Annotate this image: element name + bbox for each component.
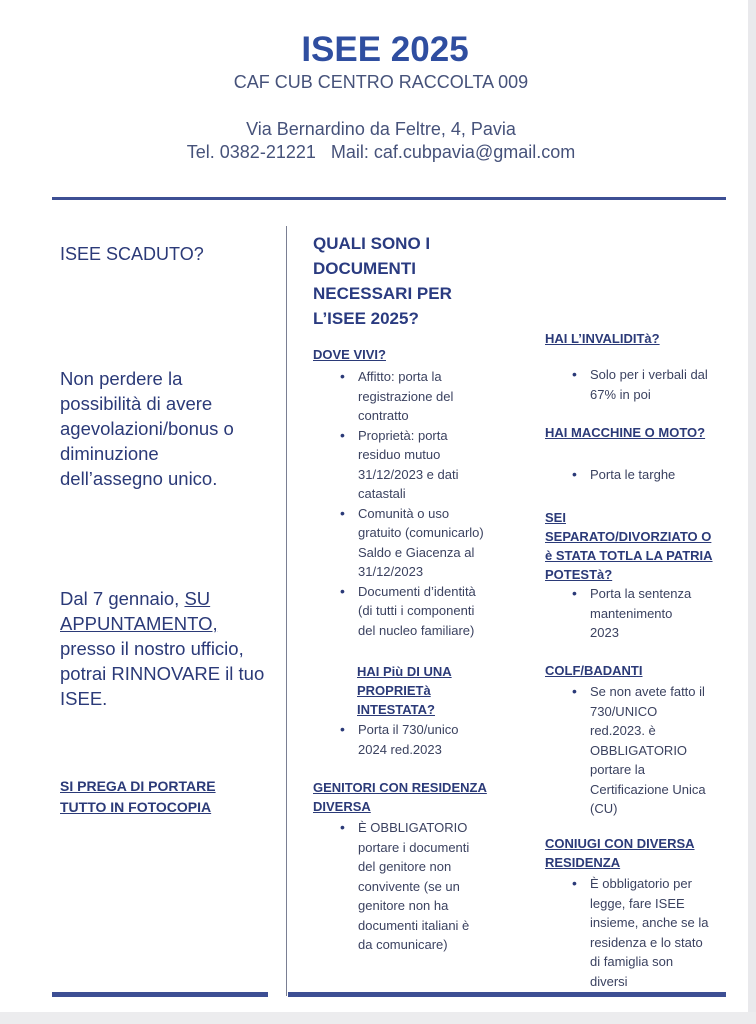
proprieta-list [338, 720, 508, 759]
text-line: Saldo e Giacenza al [358, 544, 475, 560]
text-line: documenti italiani è [358, 917, 470, 933]
organization-name: CAF CUB CENTRO RACCOLTA 009 [233, 72, 529, 92]
text-line: 67% in poi [590, 386, 651, 402]
list-item [338, 367, 508, 426]
text-line: Certificazione Unica [590, 781, 706, 797]
list-item [338, 426, 508, 504]
text-line: • È obbligatorio per [590, 876, 692, 891]
text-line: OBBLIGATORIO [590, 742, 688, 758]
text-line: L’ISEE 2025? [313, 309, 419, 328]
text-line: 31/12/2023 [358, 564, 424, 579]
text-line: di famiglia son [590, 954, 674, 969]
text-line: portare la [590, 762, 645, 777]
macchine-list [570, 465, 735, 485]
text-line: (CU) [590, 801, 618, 816]
section-title-separato [545, 508, 730, 584]
left-paragraph-appointment [60, 586, 280, 711]
coniugi-list [570, 874, 735, 991]
text-line: residenza e lo stato [590, 934, 703, 950]
section-title-coniugi [545, 834, 695, 872]
text-line: diminuzione [60, 443, 159, 464]
text-line: QUALI SONO I [313, 234, 431, 253]
documents-heading [313, 231, 518, 331]
left-question: ISEE SCADUTO? [60, 244, 204, 264]
text-line: CONIUGI CON DIVERSA [545, 836, 695, 851]
list-item [570, 584, 735, 643]
text-line: GENITORI CON RESIDENZA [313, 780, 487, 795]
list-item [570, 365, 735, 404]
text-line: • Proprietà: porta [358, 427, 448, 443]
text-line: • Porta la sentenza [590, 586, 692, 601]
text-line: convivente (se un [358, 878, 460, 894]
text-line: Dal 7 gennaio, [60, 588, 185, 609]
list-item [338, 582, 508, 641]
text-line: NECESSARI PER [313, 284, 452, 303]
text-line: INTESTATA? [357, 702, 435, 717]
text-line: APPUNTAMENTO, [60, 613, 218, 634]
genitori-list [338, 818, 508, 955]
text-line: • Solo per i verbali dal [590, 367, 708, 382]
section-title-genitori [313, 778, 487, 816]
text-line: PROPRIETà [357, 683, 431, 698]
text-line: registrazione del [358, 388, 454, 404]
text-line: red.2023. è [590, 723, 656, 738]
text-line: ISEE. [60, 688, 108, 709]
text-line: portare i documenti [358, 839, 470, 855]
text-line: dell’assegno unico. [60, 468, 218, 489]
section-title-dove-vivi: DOVE VIVI? [313, 347, 386, 362]
section-title-colf: COLF/BADANTI [545, 663, 643, 678]
page-edge-bottom [0, 1012, 756, 1024]
text-line: (di tutti i componenti [358, 603, 475, 618]
section-title-invalidita: HAI L’INVALIDITà? [545, 331, 660, 346]
text-line: 730/UNICO [590, 703, 658, 719]
text-line: mantenimento [590, 605, 673, 621]
list-item [570, 682, 735, 819]
address: Via Bernardino da Feltre, 4, Pavia [246, 119, 516, 139]
text-line: genitore non ha [358, 898, 449, 913]
contact-info: Tel. 0382-21221 Mail: caf.cubpavia@gmail.com [186, 142, 576, 162]
text-line: • Affitto: porta la [358, 369, 442, 384]
left-paragraph-bonus [60, 366, 272, 491]
list-item [570, 465, 735, 485]
list-item [338, 504, 508, 582]
list-item [338, 720, 508, 759]
text-line: potrai RINNOVARE il tuo [60, 663, 265, 684]
list-item [338, 818, 508, 955]
text-line: possibilità di avere [60, 393, 213, 414]
text-line: legge, fare ISEE [590, 895, 685, 911]
text-line: • Porta il 730/unico [358, 722, 459, 737]
text-line: Non perdere la [60, 368, 183, 389]
text-line: residuo mutuo [358, 447, 441, 462]
header-divider [52, 197, 726, 200]
text-line: gratuito (comunicarlo) [358, 525, 484, 540]
text-line: SEI [545, 510, 566, 525]
footer-rule-left [52, 992, 268, 997]
text-line: diversi [590, 973, 628, 989]
text-line: 2024 red.2023 [358, 741, 442, 757]
text-line: SI PREGA DI PORTARE [60, 778, 216, 794]
colf-list [570, 682, 735, 819]
text-line: HAI Più DI UNA [357, 664, 452, 679]
text-line: presso il nostro ufficio, [60, 638, 244, 659]
text-line: TUTTO IN FOTOCOPIA [60, 799, 212, 815]
text-line: contratto [358, 408, 409, 423]
text-line: DIVERSA [313, 799, 371, 814]
footer-rule-right [288, 992, 726, 997]
column-divider [286, 226, 287, 996]
page-title: ISEE 2025 [301, 30, 469, 69]
list-item [570, 874, 735, 991]
text-line: insieme, anche se la [590, 915, 709, 930]
text-line: da comunicare) [358, 937, 448, 952]
text-line: • Comunità o uso [358, 505, 450, 521]
text-line: POTESTà? [545, 567, 613, 582]
separato-list [570, 584, 735, 643]
text-line: del nucleo familiare) [358, 622, 475, 638]
text-line: • È OBBLIGATORIO [358, 820, 468, 835]
text-line: catastali [358, 486, 406, 501]
section-title-macchine: HAI MACCHINE O MOTO? [545, 425, 706, 440]
text-line: 2023 [590, 625, 619, 640]
text-line: 31/12/2023 e dati [358, 466, 459, 482]
section-title-proprieta [357, 662, 452, 719]
dove-vivi-list [338, 367, 508, 640]
text-line: • Porta le targhe [590, 467, 676, 482]
text-line: • Documenti d’identità [358, 583, 476, 599]
text-line: DOCUMENTI [313, 259, 416, 278]
invalidita-list [570, 365, 735, 404]
photocopy-notice [60, 776, 272, 818]
text-line: SEPARATO/DIVORZIATO O [545, 529, 712, 544]
text-line: SU [184, 588, 211, 609]
text-line: • Se non avete fatto il [590, 684, 705, 699]
text-line: agevolazioni/bonus o [60, 418, 234, 439]
text-line: RESIDENZA [545, 855, 621, 870]
text-line: è STATA TOTLA LA PATRIA [545, 548, 713, 563]
text-line: del genitore non [358, 859, 452, 874]
